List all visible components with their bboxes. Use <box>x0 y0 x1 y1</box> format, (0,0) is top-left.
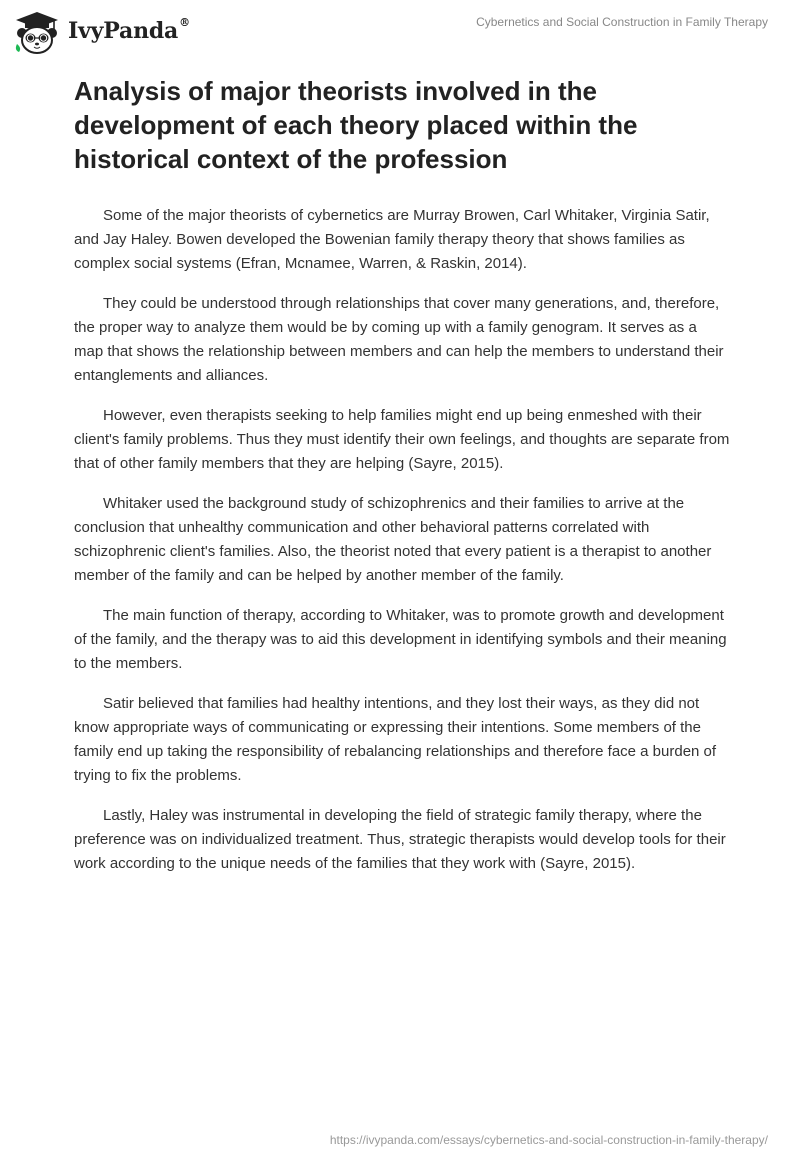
paragraph: However, even therapists seeking to help families might end up being enmeshed with their client's family problems. Thus they must identify their own feelings, and thoughts are separate from that of other family members that they are helping (Sayre, 2015). <box>74 407 730 472</box>
article <box>74 74 730 892</box>
paragraph: They could be understood through relationships that cover many generations, and, therefore, the proper way to analyze them would be by coming up with a family genogram. It serves as a map that shows the relationship between members and can help the members to understand their entanglements and alliances. <box>74 295 724 384</box>
paragraph: Satir believed that families had healthy intentions, and they lost their ways, as they did not know appropriate ways of communicating or expressing their intentions. Some members of the family end up taking the responsibility of rebalancing relationships and therefore face a burden of trying to fix the problems. <box>74 695 717 784</box>
section-heading: Analysis of major theorists involved in the development of each theory placed within the historical context of the profession <box>74 76 638 174</box>
page-header <box>0 0 800 60</box>
source-url[interactable]: https://ivypanda.com/essays/cybernetics-and-social-construction-in-family-therapy/ <box>329 1133 768 1147</box>
paragraph: Some of the major theorists of cybernetics are Murray Browen, Carl Whitaker, Virginia Satir, and Jay Haley. Bowen developed the Bowenian family therapy theory that shows families as complex social systems (Efran, Mcnamee, Warren, & Raskin, 2014). <box>74 207 710 272</box>
paragraph: Whitaker used the background study of schizophrenics and their families to arrive at the conclusion that unhealthy communication and other behavioral patterns correlated with schizophrenic client's families. Also, the theorist noted that every patient is a therapist to another member of the family and can be helped by another member of the family. <box>74 495 712 584</box>
brand-name: IvyPanda® <box>68 15 190 44</box>
paragraph: The main function of therapy, according to Whitaker, was to promote growth and development of the family, and the therapy was to aid this development in identifying symbols and their meaning to the members. <box>74 607 727 672</box>
running-title: Cybernetics and Social Construction in Family Therapy <box>476 15 768 29</box>
panda-graduate-icon <box>14 10 60 54</box>
registered-mark: ® <box>179 15 190 29</box>
paragraph: Lastly, Haley was instrumental in developing the field of strategic family therapy, where the preference was on individualized treatment. Thus, strategic therapists would develop tools for their work according to the unique needs of the families that they work with (Sayre, 2015). <box>74 807 726 872</box>
ivypanda-logo[interactable] <box>14 10 190 54</box>
